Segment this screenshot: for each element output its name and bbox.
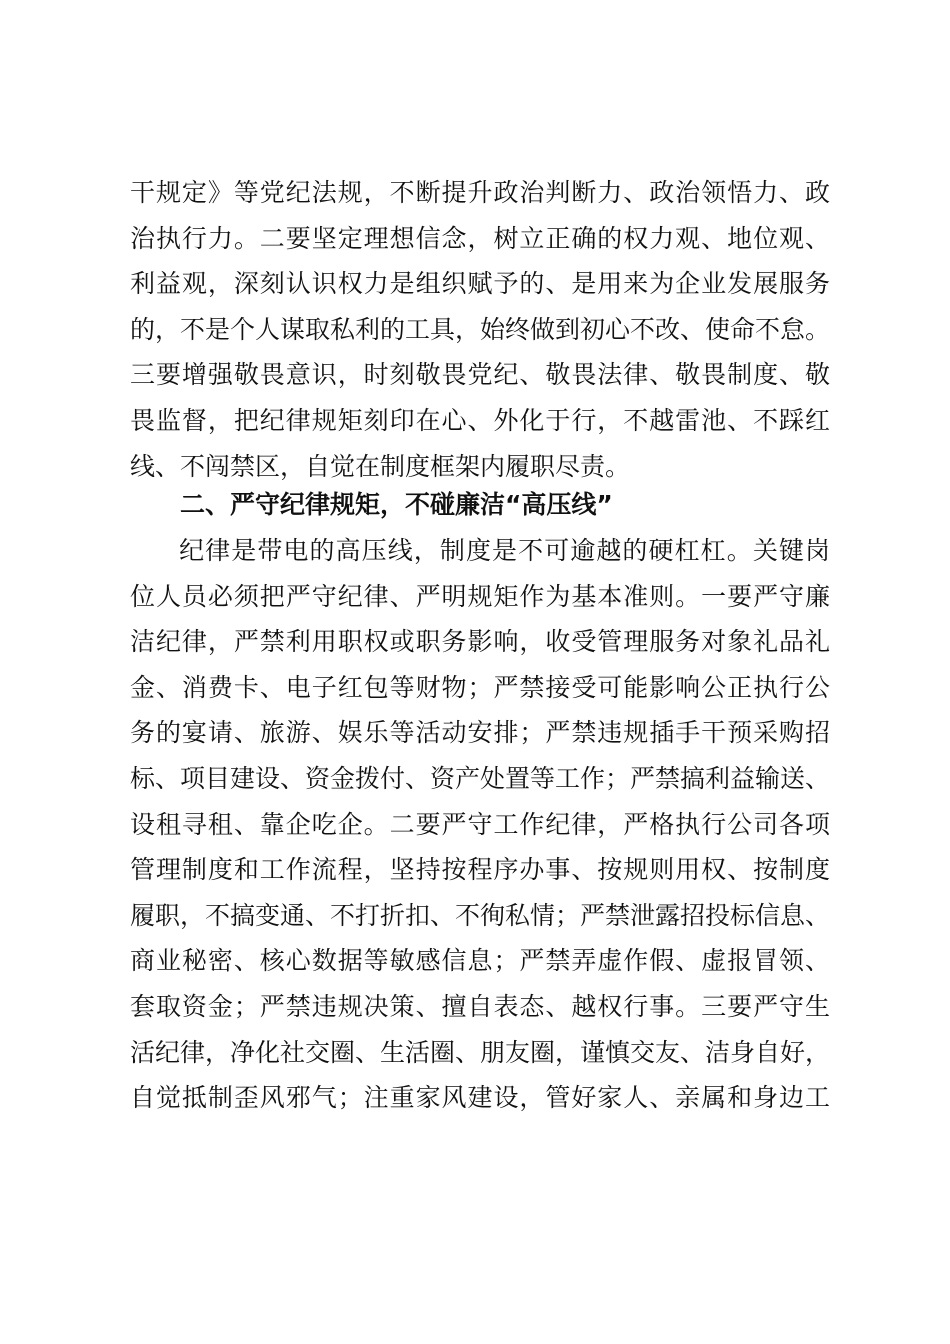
text-line: 自觉抵制歪风邪气；注重家风建设，管好家人、亲属和身边工: [130, 1083, 830, 1113]
text-line: 利益观，深刻认识权力是组织赋予的、是用来为企业发展服务: [130, 269, 830, 299]
paragraph-section-one: [130, 170, 830, 489]
paragraph-section-two: [130, 528, 830, 1121]
text-line: 洁纪律，严禁利用职权或职务影响，收受管理服务对象礼品礼: [130, 627, 830, 657]
text-line: 套取资金；严禁违规决策、擅自表态、越权行事。三要严守生: [130, 991, 830, 1021]
text-line: 务的宴请、旅游、娱乐等活动安排；严禁违规插手干预采购招: [130, 718, 830, 748]
text-line: 位人员必须把严守纪律、严明规矩作为基本准则。一要严守廉: [130, 581, 830, 611]
text-line: 活纪律，净化社交圈、生活圈、朋友圈，谨慎交友、洁身自好，: [130, 1037, 831, 1067]
text-line: 设租寻租、靠企吃企。二要严守工作纪律，严格执行公司各项: [130, 809, 830, 839]
text-line: 管理制度和工作流程，坚持按程序办事、按规则用权、按制度: [130, 855, 830, 885]
text-line: 履职，不搞变通、不打折扣、不徇私情；严禁泄露招投标信息、: [130, 900, 831, 930]
text-line: 干规定》等党纪法规，不断提升政治判断力、政治领悟力、政: [130, 178, 830, 207]
text-line: 商业秘密、核心数据等敏感信息；严禁弄虚作假、虚报冒领、: [130, 946, 830, 976]
text-line: 的，不是个人谋取私利的工具，始终做到初心不改、使命不怠。: [130, 314, 831, 344]
text-line: 标、项目建设、资金拨付、资产处置等工作；严禁搞利益输送、: [130, 763, 831, 793]
text-line: 三要增强敬畏意识，时刻敬畏党纪、敬畏法律、敬畏制度、敬: [130, 360, 830, 390]
text-line: 金、消费卡、电子红包等财物；严禁接受可能影响公正执行公: [130, 672, 830, 702]
text-line: [130, 528, 830, 574]
section-heading: 二、严守纪律规矩，不碰廉洁“高压线”: [180, 490, 613, 519]
text-line: 线、不闯禁区，自觉在制度框架内履职尽责。: [130, 451, 631, 481]
text-line: 治执行力。二要坚定理想信念，树立正确的权力观、地位观、: [130, 223, 830, 253]
text-line-content: 纪律是带电的高压线，制度是不可逾越的硬杠杠。关键岗: [178, 536, 830, 565]
text-line: 畏监督，把纪律规矩刻印在心、外化于行，不越雷池、不踩红: [130, 405, 830, 435]
